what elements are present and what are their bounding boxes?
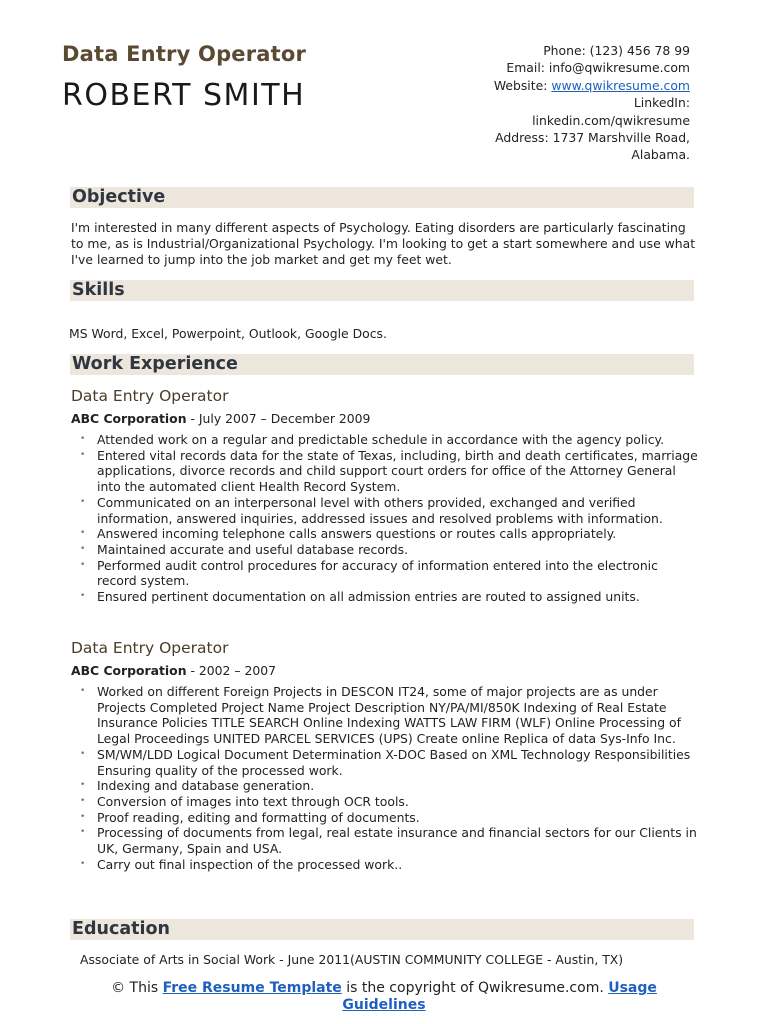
website-label: Website: <box>493 77 552 93</box>
free-resume-template-link[interactable]: Free Resume Template <box>162 980 342 996</box>
job-dates: - 2002 – 2007 <box>186 663 277 678</box>
contact-linkedin-value: linkedin.com/qwikresume <box>532 112 690 128</box>
list-item: • Indexing and database generation. <box>80 778 700 794</box>
list-item: • Attended work on a regular and predictable schedule in accordance with the agency policy. <box>80 432 700 448</box>
contact-email: Email: info@qwikresume.com <box>506 60 690 76</box>
contact-linkedin-label: LinkedIn: <box>633 95 690 111</box>
list-item: • SM/WM/LDD Logical Document Determination X-DOC Based on XML Technology Responsibilities Ensuring quality of the processed work. <box>80 747 700 778</box>
list-item: • Answered incoming telephone calls answers questions or routes calls appropriately. <box>80 526 700 542</box>
list-item: • Carry out final inspection of the processed work.. <box>80 857 700 873</box>
contact-website <box>450 77 690 94</box>
list-item: • Proof reading, editing and formatting of documents. <box>80 810 700 826</box>
job-title: Data Entry Operator <box>71 639 229 657</box>
list-item: • Ensured pertinent documentation on all admission entries are routed to assigned units. <box>80 589 700 605</box>
copyright-footer <box>100 980 668 1014</box>
objective-section-header <box>70 187 694 208</box>
job-company: ABC Corporation <box>71 411 187 426</box>
usage-guidelines-link[interactable]: Usage Guidelines <box>342 980 657 1013</box>
skills-text: MS Word, Excel, Powerpoint, Outlook, Google Docs. <box>69 326 387 341</box>
job-company-dates <box>71 663 276 678</box>
footer-prefix: © This <box>111 980 163 996</box>
objective-heading: Objective <box>72 187 166 207</box>
job-duties-list <box>80 684 700 872</box>
candidate-name: ROBERT SMITH <box>62 78 306 113</box>
job-company-dates <box>71 411 370 426</box>
list-item: • Performed audit control procedures for accuracy of information entered into the electronic record system. <box>80 558 700 589</box>
job-duties-list <box>80 432 700 605</box>
job-company: ABC Corporation <box>71 663 187 678</box>
work-experience-heading: Work Experience <box>72 354 238 374</box>
list-item: • Conversion of images into text through OCR tools. <box>80 794 700 810</box>
website-link[interactable]: www.qwikresume.com <box>551 77 690 93</box>
list-item: • Maintained accurate and useful database records. <box>80 542 700 558</box>
skills-section-header <box>70 280 694 301</box>
list-item: • Processing of documents from legal, real estate insurance and financial sectors for our Clients in UK, Germany, Spain and USA. <box>80 825 700 856</box>
education-heading: Education <box>72 919 170 939</box>
footer-middle: is the copyright of Qwikresume.com. <box>341 980 609 996</box>
education-section-header <box>70 919 694 940</box>
list-item: • Worked on different Foreign Projects in DESCON IT24, some of major projects are as under Projects Completed Project Name Project Description NY/PA/MI/850K Indexing of Real Estate Insurance Policies TITLE SEARCH Online Indexing WATTS LAW FIRM (WLF) Online Processing of Legal Proceedings UNITED PARCEL SERVICES (UPS) Create online Replica of data Sys-Info Inc. <box>80 684 700 747</box>
contact-address-line2: Alabama. <box>631 147 690 163</box>
education-text: Associate of Arts in Social Work - June 2011(AUSTIN COMMUNITY COLLEGE - Austin, TX) <box>80 952 624 967</box>
list-item: • Communicated on an interpersonal level with others provided, exchanged and verified information, answered inquiries, addressed issues and resolved problems with information. <box>80 495 700 526</box>
skills-heading: Skills <box>72 280 125 300</box>
resume-job-title: Data Entry Operator <box>62 42 307 66</box>
contact-block <box>450 42 690 164</box>
job-dates: - July 2007 – December 2009 <box>186 411 371 426</box>
list-item: • Entered vital records data for the state of Texas, including, birth and death certificates, marriage applications, divorce records and child support court orders for office of the Attorney General into the automated client Health Record System. <box>80 448 700 495</box>
objective-text: I'm interested in many different aspects of Psychology. Eating disorders are particularly fascinating to me, as is Industrial/Organizational Psychology. I'm looking to get a start somewhere and use what I've learned to jump into the job market and get my feet wet. <box>71 220 696 267</box>
contact-address-line1: Address: 1737 Marshville Road, <box>495 130 690 146</box>
contact-phone: Phone: (123) 456 78 99 <box>543 43 690 58</box>
job-title: Data Entry Operator <box>71 387 229 405</box>
work-experience-section-header <box>70 354 694 375</box>
